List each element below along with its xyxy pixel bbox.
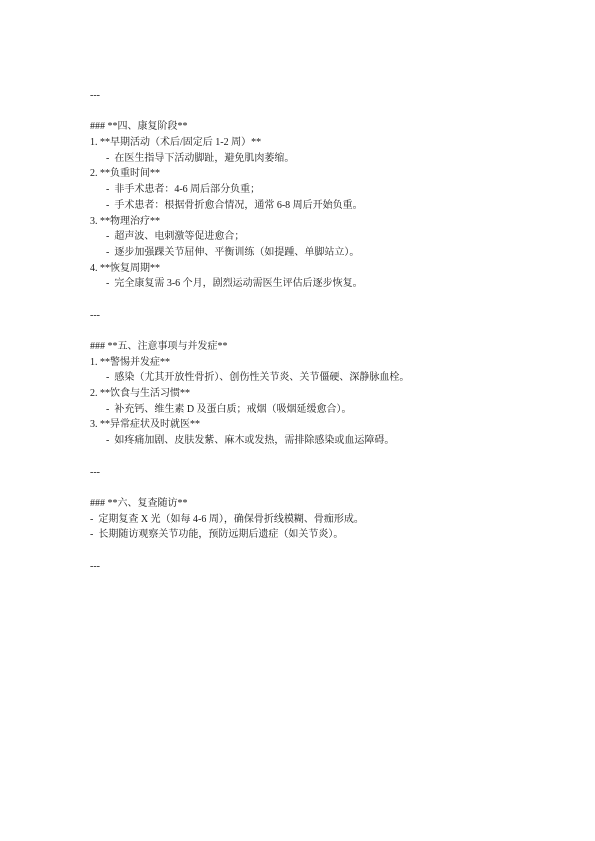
section-heading: ### **五、注意事项与并发症** [90, 341, 228, 352]
list-item: 2. **饮食与生活习惯** [90, 388, 190, 400]
section-separator: --- [90, 90, 100, 101]
section-separator: --- [90, 560, 100, 572]
bullet-item: - 在医生指导下活动脚趾，避免肌肉萎缩。 [106, 152, 295, 164]
section-heading: ### **六、复查随访** [90, 497, 188, 509]
list-item: 4. **恢复周期** [90, 262, 160, 274]
bullet-item: - 感染（尤其开放性骨折）、创伤性关节炎、关节僵硬、深静脉血栓。 [106, 372, 410, 384]
list-item: 1. **早期活动（术后/固定后 1-2 周）** [90, 137, 262, 149]
bullet-item: - 如疼痛加剧、皮肤发紫、麻木或发热，需排除感染或血运障碍。 [106, 435, 395, 447]
list-item: 1. **警惕并发症** [90, 356, 170, 368]
section-separator: --- [90, 309, 100, 321]
document-page [90, 88, 560, 574]
section-heading: ### **四、康复阶段** [90, 121, 188, 133]
bullet-item: - 手术患者：根据骨折愈合情况，通常 6-8 周后开始负重。 [106, 199, 363, 211]
bullet-item: - 补充钙、维生素 D 及蛋白质；戒烟（吸烟延缓愈合）。 [106, 403, 352, 415]
list-item: 3. **异常症状及时就医** [90, 419, 200, 431]
bullet-item: - 非手术患者：4-6 周后部分负重； [106, 184, 261, 196]
bullet-item: - 逐步加强踝关节屈伸、平衡训练（如提踵、单脚站立）。 [106, 246, 360, 258]
bullet-item: - 长期随访观察关节功能，预防远期后遗症（如关节炎）。 [90, 529, 344, 541]
bullet-item: - 定期复查 X 光（如每 4-6 周），确保骨折线模糊、骨痂形成。 [90, 513, 364, 525]
list-item: 3. **物理治疗** [90, 215, 160, 227]
section-separator: --- [90, 466, 100, 478]
bullet-item: - 超声波、电刺激等促进愈合； [106, 231, 245, 243]
bullet-item: - 完全康复需 3-6 个月，剧烈运动需医生评估后逐步恢复。 [106, 278, 363, 290]
list-item: 2. **负重时间** [90, 168, 160, 180]
